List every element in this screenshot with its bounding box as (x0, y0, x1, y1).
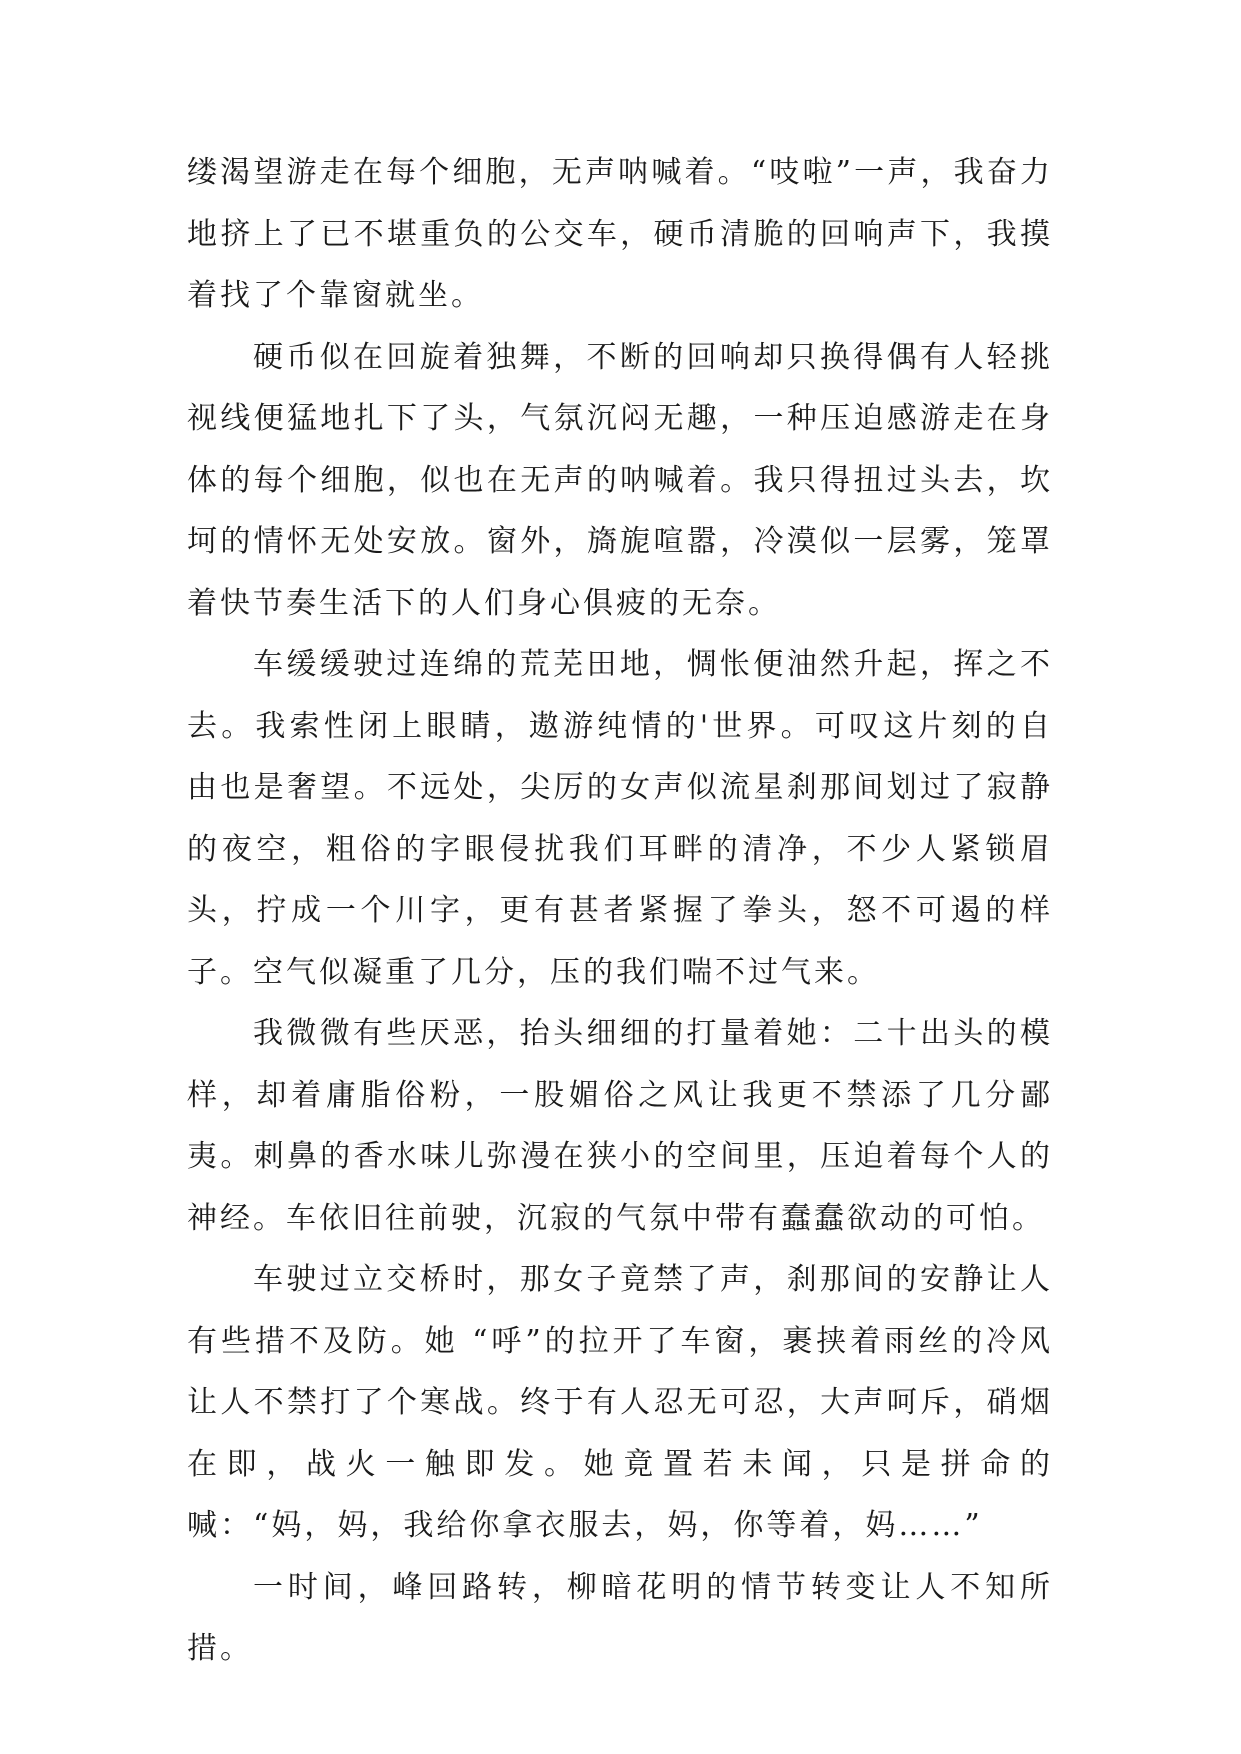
paragraph-1: 缕渴望游走在每个细胞，无声呐喊着。“吱啦”一声，我奋力地挤上了已不堪重负的公交车，硬币清脆的回响声下，我摸着找了个靠窗就坐。 (187, 155, 1053, 313)
paragraph-3: 车缓缓驶过连绵的荒芜田地，惆怅便油然升起，挥之不去。我索性闭上眼睛，遨游纯情的'世界。可叹这片刻的自由也是奢望。不远处，尖厉的女声似流星刹那间划过了寂静的夜空，粗俗的字眼侵扰我们耳畔的清净，不少人紧锁眉头，拧成一个川字，更有甚者紧握了拳头，怒不可遏的样子。空气似凝重了几分，压的我们喘不过气来。 (187, 647, 1053, 990)
paragraph-6: 一时间，峰回路转，柳暗花明的情节转变让人不知所措。 (187, 1569, 1053, 1666)
paragraph-2: 硬币似在回旋着独舞，不断的回响却只换得偶有人轻挑视线便猛地扎下了头，气氛沉闷无趣，一种压迫感游走在身体的每个细胞，似也在无声的呐喊着。我只得扭过头去，坎坷的情怀无处安放。窗外，旖旎喧嚣，冷漠似一层雾，笼罩着快节奏生活下的人们身心俱疲的无奈。 (187, 339, 1053, 621)
essay-body (187, 142, 1053, 1680)
paragraph-5: 车驶过立交桥时，那女子竟禁了声，刹那间的安静让人有些措不及防。她 “呼”的拉开了车窗，裹挟着雨丝的冷风让人不禁打了个寒战。终于有人忍无可忍，大声呵斥，硝烟在即，战火一触即发。她竟置若未闻，只是拼命的喊：“妈，妈，我给你拿衣服去，妈，你等着，妈……” (187, 1262, 1053, 1543)
paragraph-4: 我微微有些厌恶，抬头细细的打量着她：二十出头的模样，却着庸脂俗粉，一股媚俗之风让我更不禁添了几分鄙夷。刺鼻的香水味儿弥漫在狭小的空间里，压迫着每个人的神经。车依旧往前驶，沉寂的气氛中带有蠢蠢欲动的可怕。 (187, 1016, 1053, 1236)
